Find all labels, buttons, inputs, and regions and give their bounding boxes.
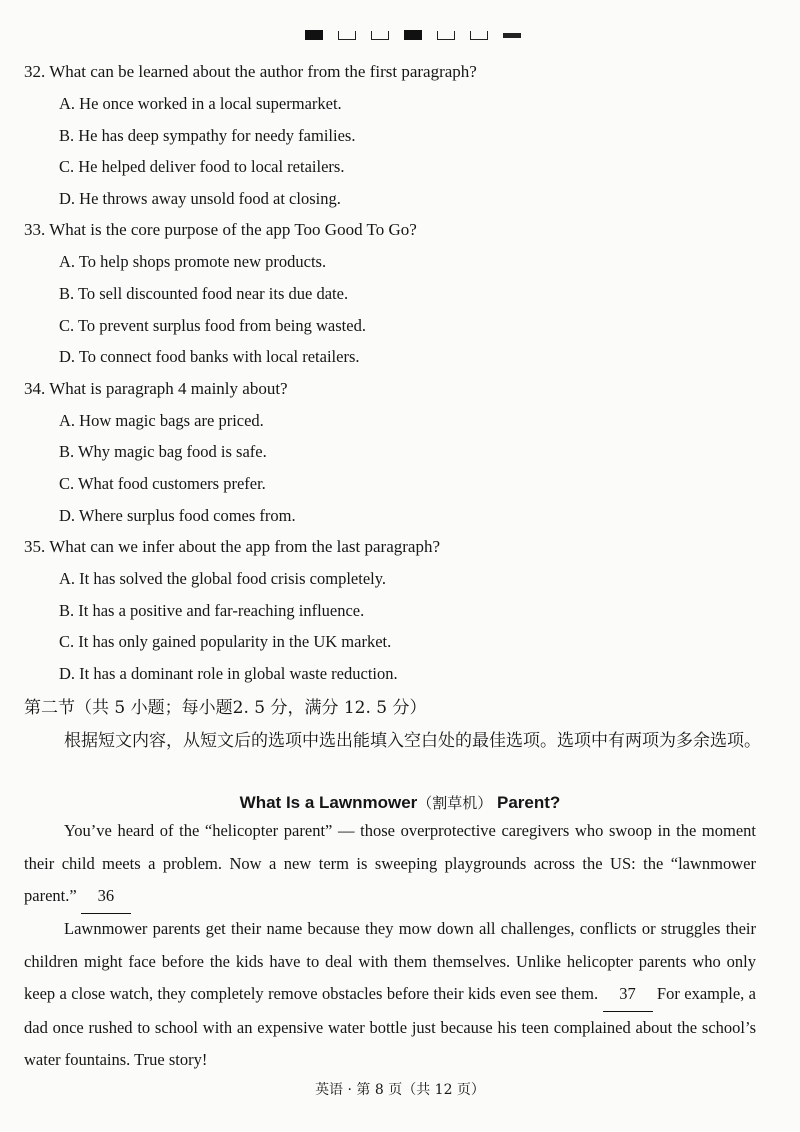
passage-paragraph-2 (24, 913, 756, 1077)
option-35-d: D. It has a dominant role in global waste reduction. (59, 663, 398, 683)
option-33-d: D. To connect food banks with local retailers. (59, 347, 360, 367)
option-33-b: B. To sell discounted food near its due date. (59, 283, 349, 303)
option-32-b: B. He has deep sympathy for needy families. (59, 125, 356, 145)
paragraph-text: For example, a dad once rushed to school with an expensive water bottle just because his teen complained about the school’s water fountains. True story! (24, 984, 757, 1070)
registration-mark-icon (404, 30, 422, 40)
option-35-a: A. It has solved the global food crisis completely. (59, 569, 387, 589)
registration-mark-icon (338, 31, 356, 40)
section-instruction: 根据短文内容，从短文后的选项中选出能填入空白处的最佳选项。选项中有两项为多余选项。 (64, 731, 761, 751)
option-33-c: C. To prevent surplus food from being wasted. (59, 315, 366, 335)
option-34-d: D. Where surplus food comes from. (59, 505, 296, 525)
registration-mark-icon (503, 33, 521, 38)
section-title: 第二节（共 5 小题；每小题2. 5 分，满分 12. 5 分） (24, 698, 427, 718)
passage-title-part2: Parent? (492, 793, 561, 812)
blank-37: 37 (603, 978, 653, 1012)
passage-title-gloss: （割草机） (417, 794, 493, 812)
option-34-b: B. Why magic bag food is safe. (59, 442, 267, 462)
passage-title (0, 792, 800, 813)
option-33-a: A. To help shops promote new products. (59, 252, 327, 272)
option-35-b: B. It has a positive and far-reaching influence. (59, 600, 365, 620)
passage-paragraph-1 (24, 815, 756, 914)
question-block (24, 62, 784, 696)
blank-36: 36 (81, 880, 131, 914)
option-34-c: C. What food customers prefer. (59, 473, 266, 493)
question-32: 32. What can be learned about the author from the first paragraph? (24, 62, 477, 81)
registration-mark-icon (371, 31, 389, 40)
question-33: 33. What is the core purpose of the app Too Good To Go? (24, 220, 417, 240)
question-34: 34. What is paragraph 4 mainly about? (24, 378, 288, 398)
option-34-a: A. How magic bags are priced. (59, 410, 264, 430)
paragraph-text: Lawnmower parents get their name because they mow down all challenges, conflicts or struggles their children might face before the kids have to deal with them themselves. Unlike helicopter parents who only keep a close watch, they completely remove obstacles before their kids even see them. (24, 919, 756, 1004)
option-32-a: A. He once worked in a local supermarket. (59, 94, 342, 113)
option-32-d: D. He throws away unsold food at closing. (59, 188, 341, 208)
registration-mark-icon (437, 31, 455, 40)
question-35: 35. What can we infer about the app from the last paragraph? (24, 537, 441, 557)
registration-mark-icon (305, 30, 323, 40)
passage-title-part1: What Is a Lawnmower (239, 793, 418, 812)
alignment-marks (305, 30, 521, 40)
page-footer: 英语 · 第 8 页（共 12 页） (315, 1082, 485, 1098)
option-32-c: C. He helped deliver food to local retailers. (59, 157, 345, 177)
registration-mark-icon (470, 31, 488, 40)
paragraph-text: You’ve heard of the “helicopter parent” — those overprotective caregivers who swoop in the moment their child meets a problem. Now a new term is sweeping playgrounds across the US: the “lawnmower parent.” (24, 821, 756, 906)
option-35-c: C. It has only gained popularity in the UK market. (59, 632, 392, 652)
